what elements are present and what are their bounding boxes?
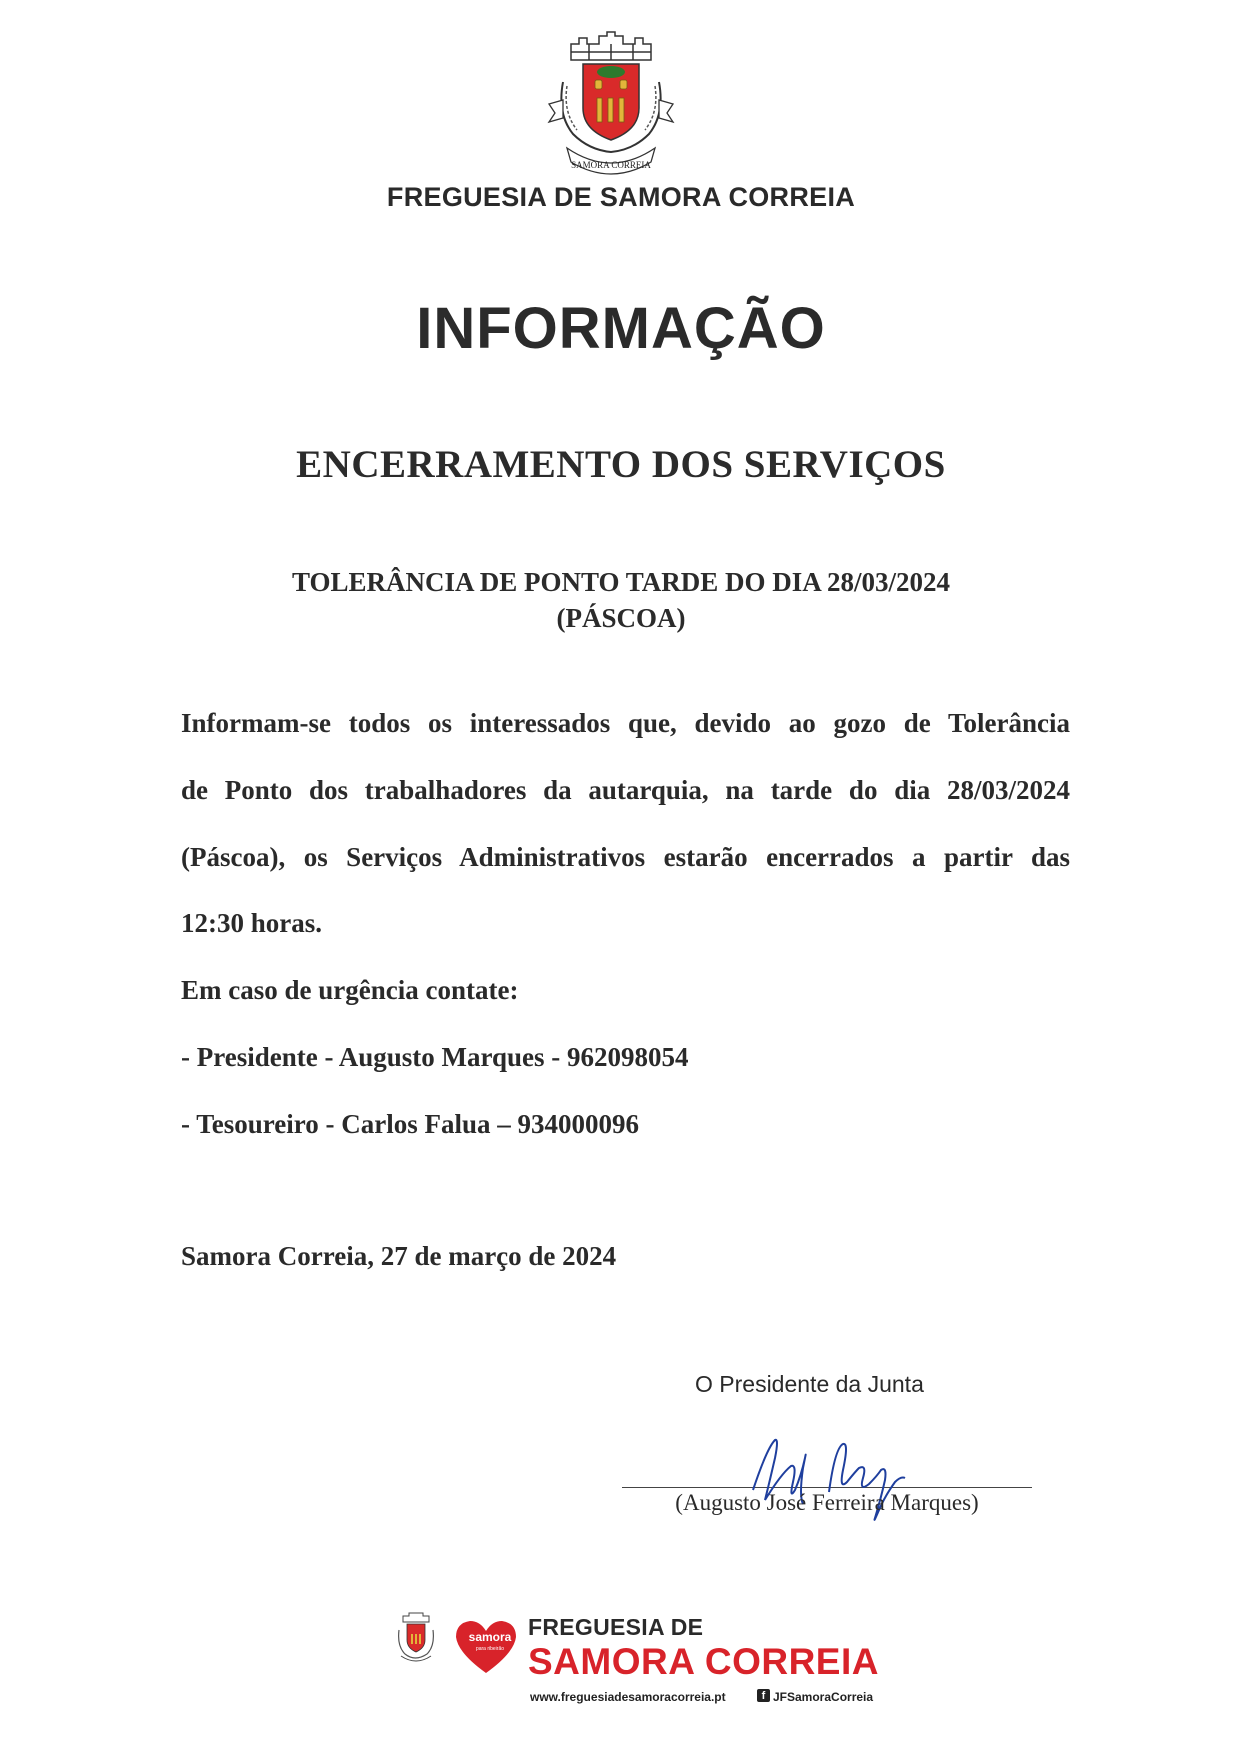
signatory-name: (Augusto José Ferreira Marques) (675, 1490, 979, 1515)
facebook-icon: f (757, 1689, 770, 1702)
footer-website-link[interactable]: www.freguesiadesamoracorreia.pt (530, 1690, 726, 1704)
paragraph-line: (Páscoa), os Serviços Administrativos estarão encerrados a partir das (181, 842, 1070, 872)
contact-intro: Em caso de urgência contate: (181, 975, 519, 1005)
signatory-title: O Presidente da Junta (695, 1371, 924, 1397)
crest-motto: SAMORA CORREIA (571, 160, 651, 170)
footer-org-line1: FREGUESIA DE (528, 1614, 704, 1640)
page-title: INFORMAÇÃO (416, 296, 826, 361)
footer-facebook-link[interactable]: JFSamoraCorreia (773, 1690, 874, 1704)
heart-logo-icon (452, 1617, 520, 1677)
heart-subtext: para ribeirão (475, 1646, 505, 1652)
footer-org-line2: SAMORA CORREIA (528, 1641, 879, 1682)
paragraph-line: 12:30 horas. (181, 908, 322, 938)
paragraph-line: de Ponto dos trabalhadores da autarquia, na tarde do dia 28/03/2024 (181, 775, 1070, 805)
place-date: Samora Correia, 27 de março de 2024 (181, 1241, 617, 1271)
notice-heading-line2: (PÁSCOA) (556, 603, 686, 633)
paragraph-line: Informam-se todos os interessados que, devido ao gozo de Tolerância (181, 708, 1070, 738)
page-subtitle: ENCERRAMENTO DOS SERVIÇOS (296, 443, 946, 486)
coat-of-arms-icon (543, 30, 679, 178)
header-title: FREGUESIA DE SAMORA CORREIA (386, 182, 856, 212)
notice-heading-line1: TOLERÂNCIA DE PONTO TARDE DO DIA 28/03/2024 (291, 567, 951, 597)
contact-president: - Presidente - Augusto Marques - 962098054 (181, 1042, 689, 1072)
contact-treasurer: - Tesoureiro - Carlos Falua – 934000096 (181, 1109, 640, 1139)
heart-text: samora (468, 1630, 512, 1644)
footer-crest-icon (393, 1612, 439, 1666)
